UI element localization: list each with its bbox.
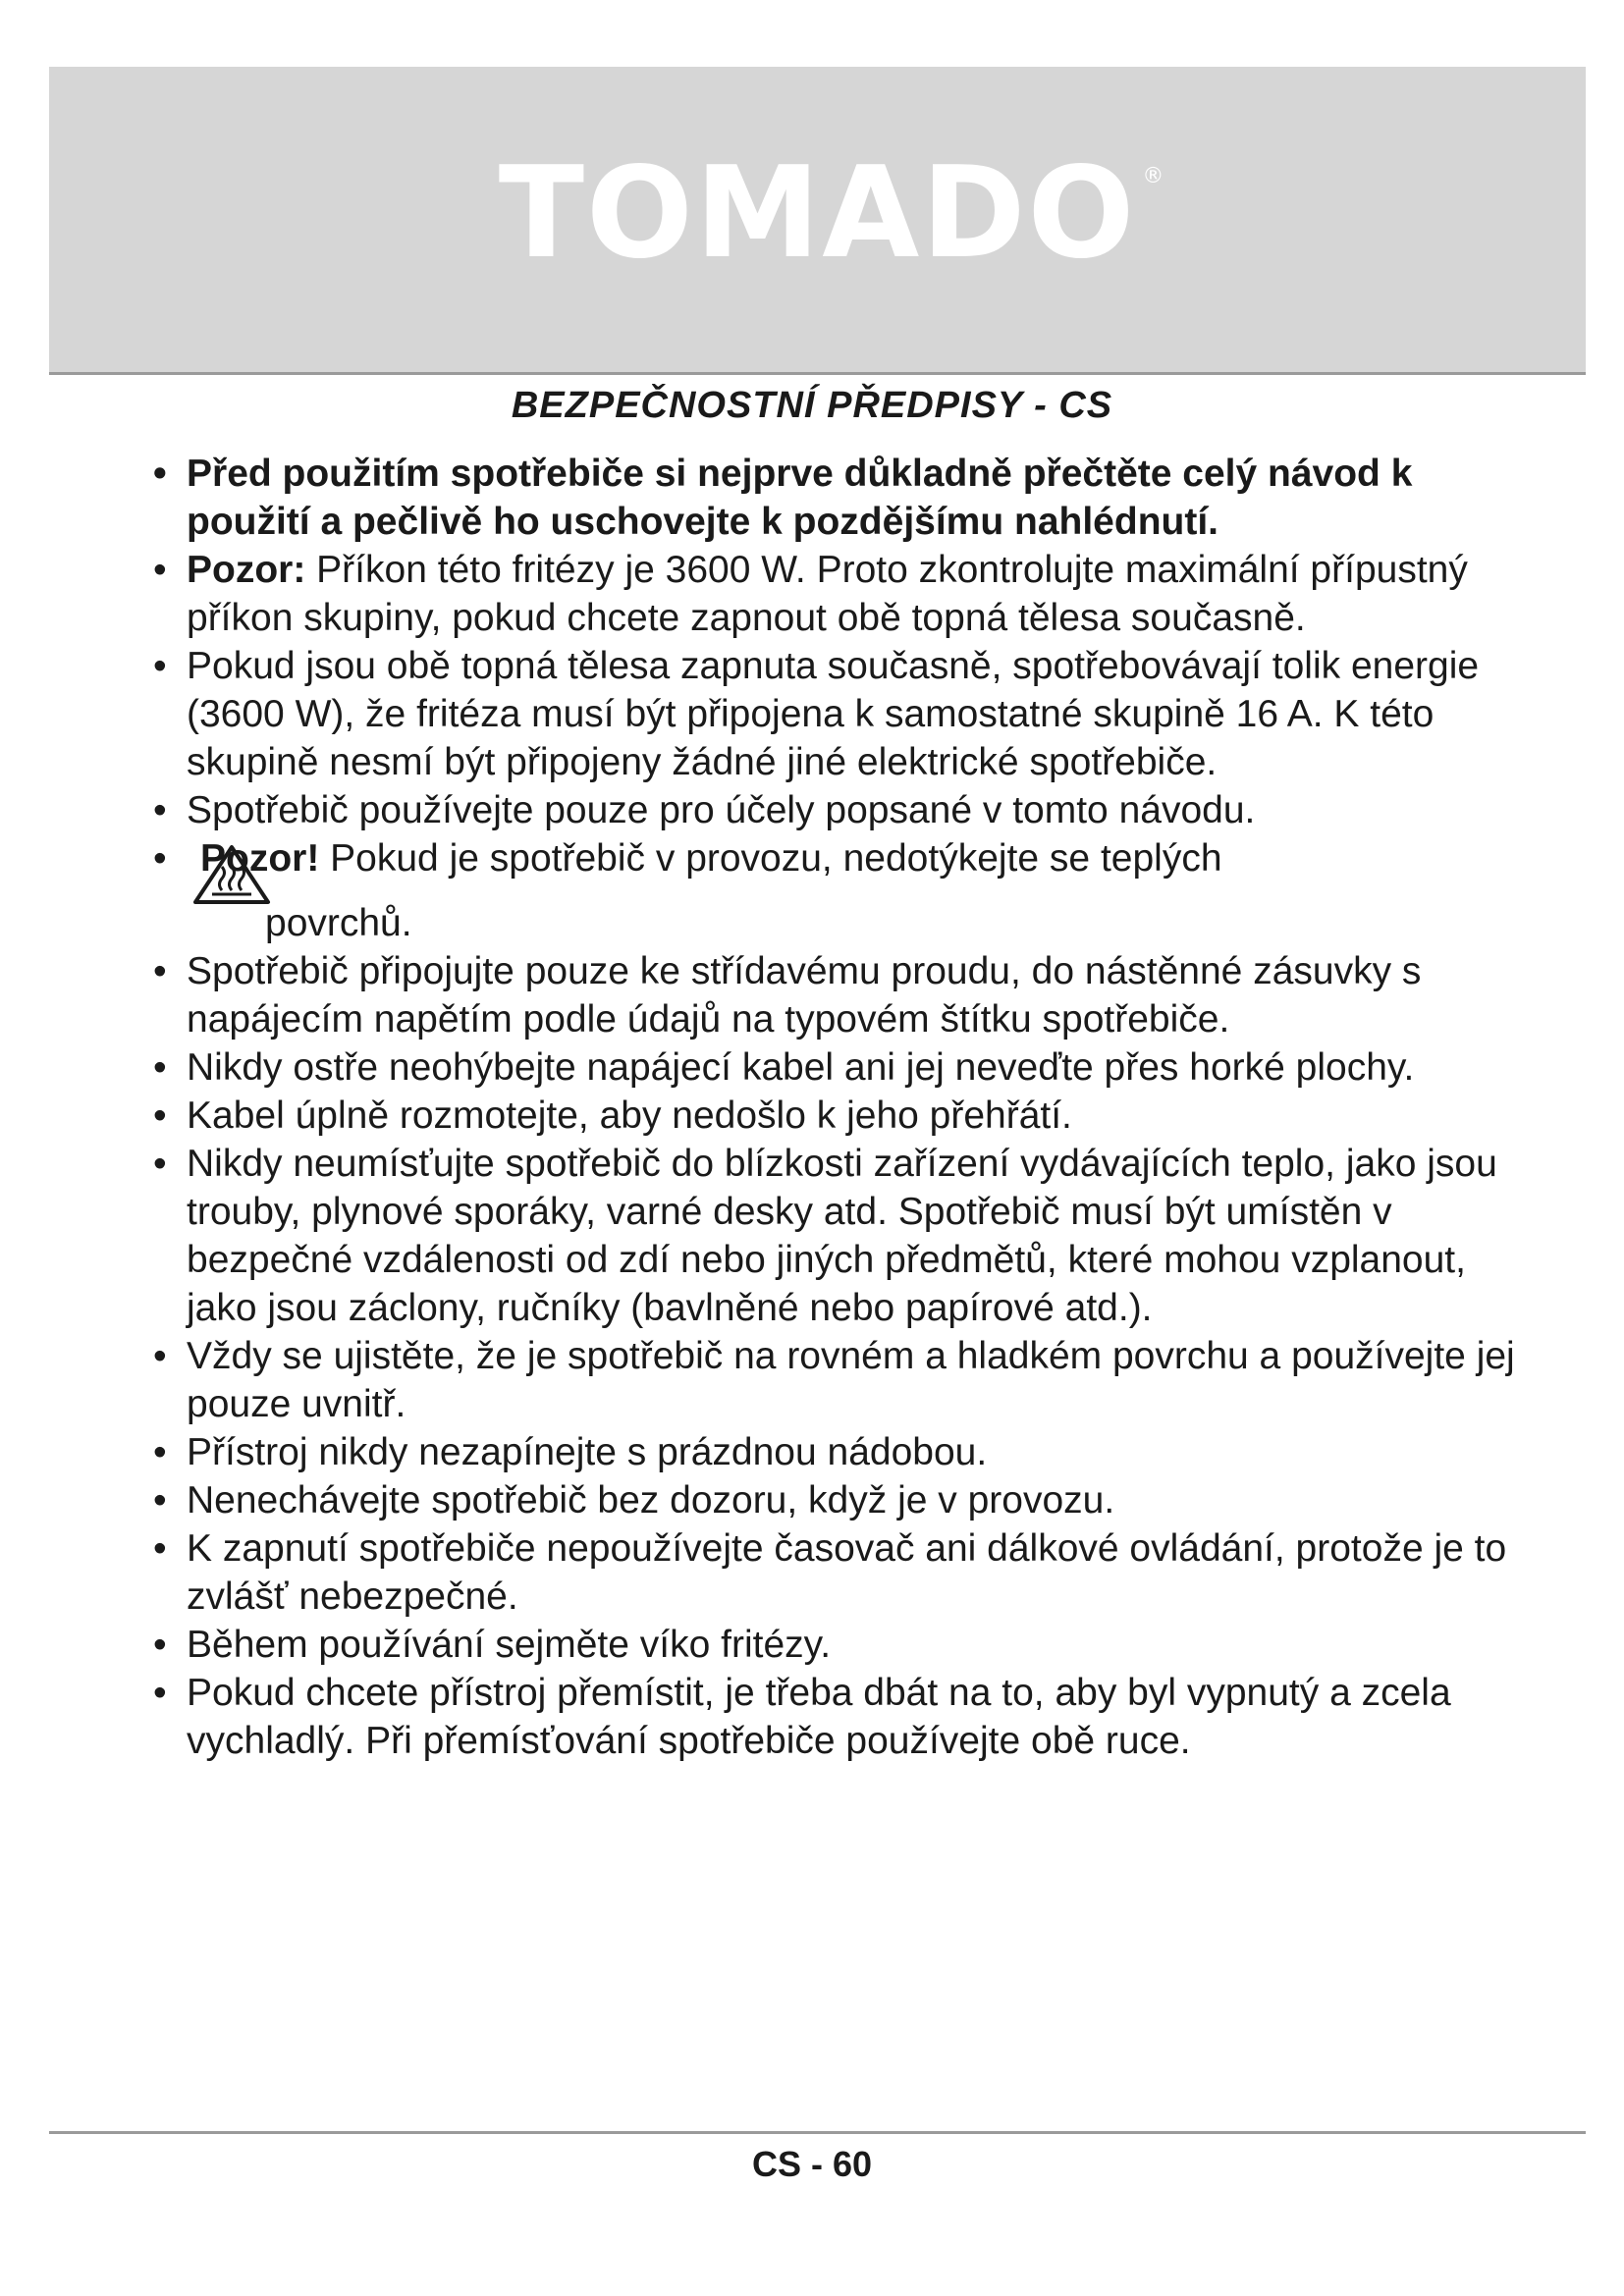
- brand-logo: [498, 140, 1166, 287]
- rule-lid: • Během používání sejměte víko fritézy.: [153, 1621, 1528, 1669]
- rule-hot-text-1: Pokud je spotřebič v provozu, nedotýkejte se teplých: [319, 837, 1222, 880]
- rule-moving: • Pokud chcete přístroj přemístit, je třeba dbát na to, aby byl vypnutý a zcela vychladlý. Při přemísťování spotřebiče používejte obě ruce.: [153, 1669, 1528, 1765]
- rule-empty-container: • Přístroj nikdy nezapínejte s prázdnou nádobou.: [153, 1428, 1528, 1476]
- rule-separate-circuit: • Pokud jsou obě topná tělesa zapnuta současně, spotřebovávají tolik energie (3600 W), že fritéza musí být připojena k samostatné skupině 16 A. K této skupině nesmí být připojeny žádné jiné elektrické spotřebiče.: [153, 642, 1528, 786]
- page-number: CS - 60: [751, 2144, 873, 2184]
- rule-power-label: Pozor:: [187, 549, 306, 591]
- rule-hot-surface: [153, 834, 1528, 947]
- rule-flat-surface: • Vždy se ujistěte, že je spotřebič na rovném a hladkém povrchu a používejte jej pouze uvnitř.: [153, 1332, 1528, 1428]
- registered-mark: ®: [1142, 164, 1166, 188]
- section-title: BEZPEČNOSTNÍ PŘEDPISY - CS: [511, 385, 1113, 426]
- rule-ac-power: • Spotřebič připojujte pouze ke střídavému proudu, do nástěnné zásuvky s napájecím napětím podle údajů na typovém štítku spotřebiče.: [153, 947, 1528, 1043]
- rule-power-rating: [153, 546, 1528, 642]
- rule-intended-use: • Spotřebič používejte pouze pro účely popsané v tomto návodu.: [153, 786, 1528, 834]
- rule-hot-label: Pozor!: [200, 837, 320, 880]
- hot-surface-warning-icon: [192, 834, 277, 899]
- rule-cable-bend: • Nikdy ostře neohýbejte napájecí kabel ani jej neveďte přes horké plochy.: [153, 1043, 1528, 1092]
- header-banner: [49, 67, 1586, 375]
- rule-timer: • K zapnutí spotřebiče nepoužívejte časovač ani dálkové ovládání, protože je to zvlášť nebezpečné.: [153, 1524, 1528, 1621]
- brand-name: TOMADO: [498, 140, 1137, 287]
- safety-rules-list: [153, 450, 1528, 1765]
- footer-divider: [49, 2131, 1586, 2134]
- rule-read-manual: • Před použitím spotřebiče si nejprve důkladně přečtěte celý návod k použití a pečlivě ho uschovejte k pozdějšímu nahlédnutí.: [153, 450, 1528, 546]
- rule-unattended: • Nenechávejte spotřebič bez dozoru, když je v provozu.: [153, 1476, 1528, 1524]
- rule-hot-text-2: povrchů.: [265, 902, 412, 944]
- rule-placement: • Nikdy neumísťujte spotřebič do blízkosti zařízení vydávajících teplo, jako jsou trouby, plynové sporáky, varné desky atd. Spotřebič musí být umístěn v bezpečné vzdálenosti od zdí nebo jiných předmětů, které mohou vzplanout, jako jsou záclony, ručníky (bavlněné nebo papírové atd.).: [153, 1140, 1528, 1332]
- rule-power-text: Příkon této fritézy je 3600 W. Proto zkontrolujte maximální přípustný příkon skupiny, pokud chcete zapnout obě topná tělesa současně.: [187, 549, 1468, 639]
- rule-cable-unwind: • Kabel úplně rozmotejte, aby nedošlo k jeho přehřátí.: [153, 1092, 1528, 1140]
